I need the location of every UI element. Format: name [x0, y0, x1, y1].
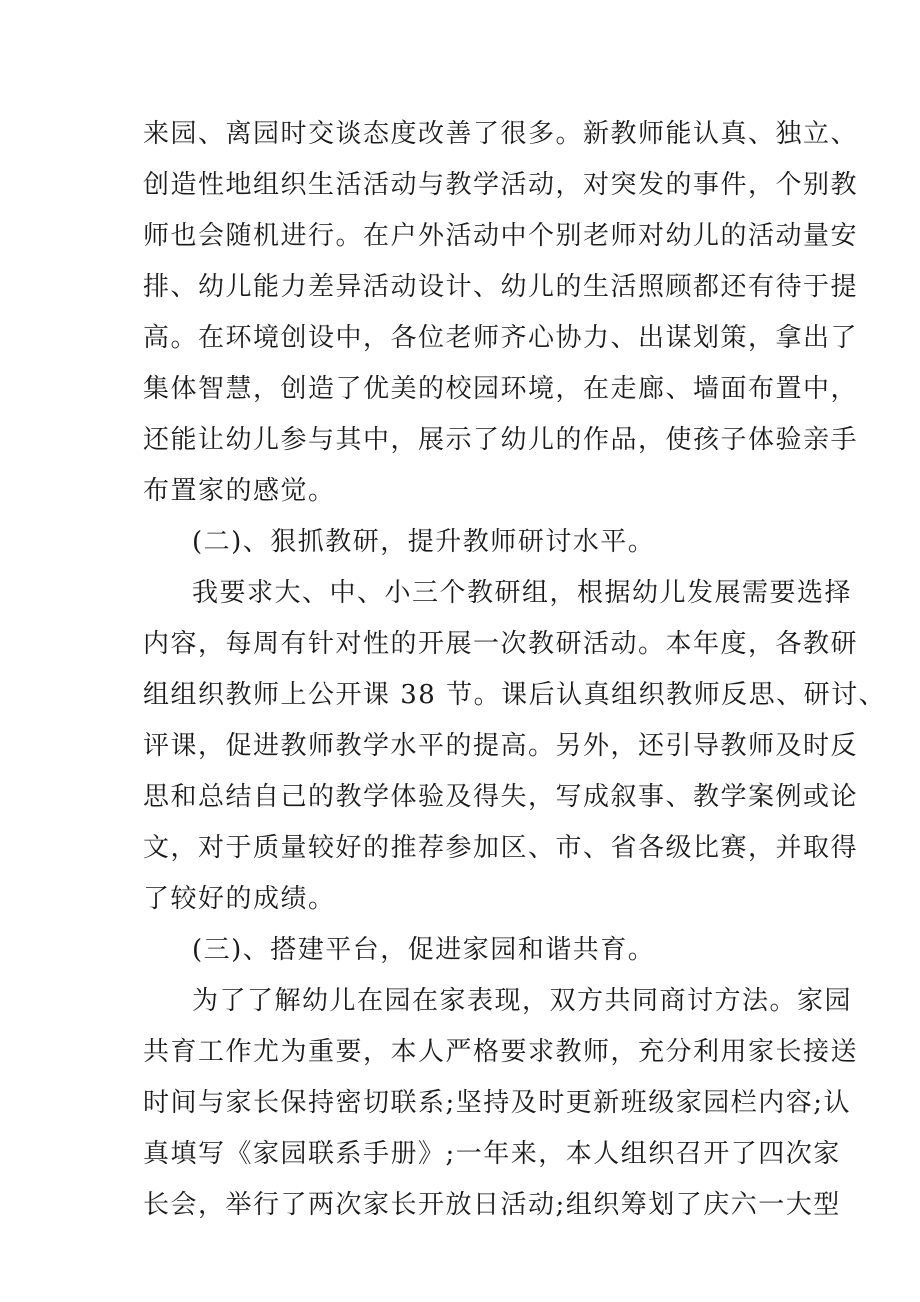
text-line: 还能让幼儿参与其中，展示了幼儿的作品，使孩子体验亲手 [143, 425, 859, 455]
text-line: 思和总结自己的教学体验及得失，写成叙事、教学案例或论 [143, 782, 859, 812]
text-line: 我要求大、中、小三个教研组，根据幼儿发展需要选择 [192, 578, 853, 608]
text-line: 布置家的感觉。 [143, 476, 336, 506]
text-line: 集体智慧，创造了优美的校园环境，在走廊、墙面布置中， [143, 374, 859, 404]
text-line: 为了了解幼儿在园在家表现，双方共同商讨方法。家园 [192, 986, 853, 1016]
text-line: 高。在环境创设中，各位老师齐心协力、出谋划策，拿出了 [143, 323, 859, 353]
text-line: 长会，举行了两次家长开放日活动;组织筹划了庆六一大型 [143, 1190, 841, 1220]
text-line: 了较好的成绩。 [143, 884, 336, 914]
text-line: 组组织教师上公开课 38 节。课后认真组织教师反思、研讨、 [143, 680, 887, 710]
section-heading-3: (三)、搭建平台，促进家园和谐共育。 [192, 935, 656, 965]
text-line: 排、幼儿能力差异活动设计、幼儿的生活照顾都还有待于提 [143, 272, 859, 302]
text-line: 文，对于质量较好的推荐参加区、市、省各级比赛，并取得 [143, 833, 859, 863]
text-line: 评课，促进教师教学水平的提高。另外，还引导教师及时反 [143, 731, 859, 761]
text-line: 创造性地组织生活活动与教学活动，对突发的事件，个别教 [143, 170, 859, 200]
text-line: 师也会随机进行。在户外活动中个别老师对幼儿的活动量安 [143, 221, 859, 251]
text-line: 来园、离园时交谈态度改善了很多。新教师能认真、独立、 [143, 119, 859, 149]
text-line: 共育工作尤为重要，本人严格要求教师，充分利用家长接送 [143, 1037, 859, 1067]
section-heading-2: (二)、狠抓教研，提升教师研讨水平。 [192, 527, 656, 557]
text-line: 时间与家长保持密切联系;坚持及时更新班级家园栏内容;认 [143, 1088, 852, 1118]
text-line: 内容，每周有针对性的开展一次教研活动。本年度，各教研 [143, 629, 859, 659]
text-line: 真填写《家园联系手册》;一年来，本人组织召开了四次家 [143, 1139, 841, 1169]
